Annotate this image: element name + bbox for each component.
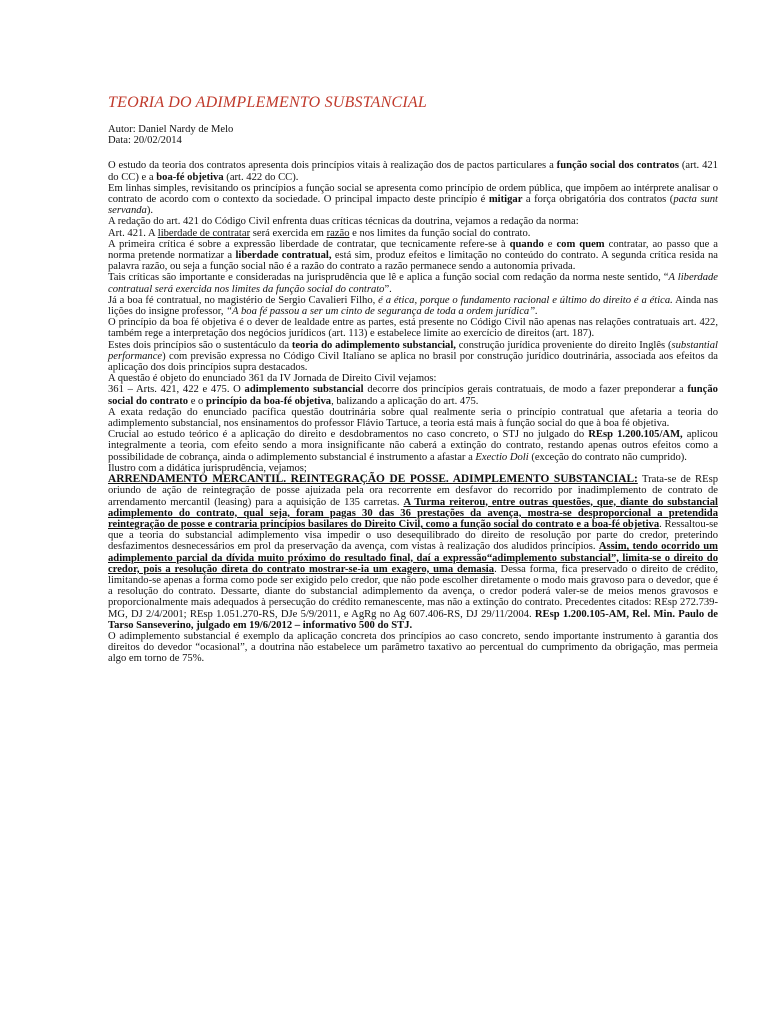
- date-line: Data: 20/02/2014: [108, 135, 182, 147]
- paragraph-10: A questão é objeto do enunciado 361 da IV Jornada de Direito Civil vejamos:: [108, 373, 437, 385]
- paragraph-5: A primeira crítica é sobre a expressão liberdade de contratar, que tecnicamente refere-se à quando e com quem contratar, ao passo que a norma pretende normatizar a liberdade contratual, está sim, produz efeitos e limitação no conteúdo do contrato. A segunda crítica resida na palavra razão, ou seja a função social não é a razão do contrato a razão permanece sendo a autonomia privada.: [108, 238, 718, 273]
- paragraph-1: O estudo da teoria dos contratos apresenta dois princípios vitais à realização dos de pactos particulares a função social dos contratos (art. 421 do CC) e a boa-fé objetiva (art. 422 do CC).: [108, 160, 718, 183]
- paragraph-12: A exata redação do enunciado pacífica questão doutrinária sobre qual realmente seria o princípio contratual que afetaria a teoria do adimplemento substancial, nos ensinamentos do professor Flávio Tartuce, a teoria está mais à função social do que à boa fé objetiva.: [108, 406, 718, 430]
- jurisprudence-quote: ARRENDAMENTO MERCANTIL. REINTEGRAÇÃO DE POSSE. ADIMPLEMENTO SUBSTANCIAL: Trata-se de REsp oriundo de ação de reintegração de posse ajuizada pela ora recorrente em desfavor do recorrido por inadimplemento de contrato de arrendamento mercantil (leasing) para a aquisição de 135 carretas. A Turma reiterou, entre outras questões, que, diante do substancial adimplemento do contrato, qual seja, foram pagas 30 das 36 prestações da avença, mostra-se desproporcional a pretendida reintegração de posse e contraria princípios basilares do Direito Civil, como a função social do contrato e a boa-fé objetiva. Ressaltou-se que a teoria do substancial adimplemento visa impedir o uso desequilibrado do direito de resolução por parte do credor, preterindo desfazimentos desnecessários em prol da preservação da avença, com vistas à realização dos aludidos princípios. Assim, tendo ocorrido um adimplemento parcial da dívida muito próximo do resultado final, daí a expressão“adimplemento substancial”, limita-se o direito do credor, pois a resolução direta do contrato mostrar-se-ia um exagero, uma demasia. Dessa forma, fica preservado o direito de crédito, limitando-se apenas a forma como pode ser exigido pelo credor, que não pode escolher diretamente o modo mais gravoso para o devedor, que é a resolução do contrato. Dessarte, diante do substancial adimplemento da avença, o credor poderá valer-se de meios menos gravosos e proporcionalmente mais adequados à persecução do crédito remanescente, mas não a extinção do contrato. Precedentes citados: REsp 272.739-MG, DJ 2/4/2001; REsp 1.051.270-RS, DJe 5/9/2011, e AgRg no Ag 607.406-RS, DJ 29/11/2004. REsp 1.200.105-AM, Rel. Min. Paulo de Tarso Sanseverino, julgado em 19/6/2012 – informativo 500 do STJ.: [108, 473, 719, 631]
- document-page: [108, 94, 718, 665]
- paragraph-4: Art. 421. A liberdade de contratar será exercida em razão e nos limites da função social do contrato.: [108, 227, 531, 239]
- paragraph-11: 361 – Arts. 421, 422 e 475. O adimplemento substancial decorre dos princípios gerais contratuais, de modo a fazer preponderar a função social do contrato e o princípio da boa-fé objetiva, balizando a aplicação do art. 475.: [108, 384, 718, 407]
- paragraph-8: O princípio da boa fé objetiva é o dever de lealdade entre as partes, está presente no Código Civil não apenas nas relações contratuais art. 422, também rege a interpretação dos negócios jurídicos (art. 113) e estabelece limite ao exercício de direitos (art. 187).: [108, 317, 718, 340]
- jurisprudence-heading: ARRENDAMENTO MERCANTIL. REINTEGRAÇÃO DE POSSE. ADIMPLEMENTO SUBSTANCIAL:: [108, 473, 638, 486]
- paragraph-9: Estes dois princípios são o sustentáculo da teoria do adimplemento substancial, construção jurídica proveniente do direito Inglês (substantial performance) com previsão expressa no Código Civil Italiano se aplica no brasil por construção jurídico doutrinária, associada aos efeitos da aplicação dos dois princípios supra destacados.: [108, 339, 718, 374]
- document-title: TEORIA DO ADIMPLEMENTO SUBSTANCIAL: [108, 94, 427, 111]
- paragraph-3: A redação do art. 421 do Código Civil enfrenta duas críticas técnicas da doutrina, vejamos a redação da norma:: [108, 216, 579, 228]
- document-meta: [108, 124, 718, 146]
- paragraph-14: Ilustro com a didática jurisprudência, vejamos;: [108, 462, 307, 474]
- paragraph-6: Tais críticas são importante e consideradas na jurisprudência que lê e aplica a função social com redação da norma neste sentido, “A liberdade contratual será exercida nos limites da função social do contrato”.: [108, 272, 718, 295]
- paragraph-16: O adimplemento substancial é exemplo da aplicação concreta dos princípios ao caso concreto, sendo importante instrumento à garantia dos direitos do devedor “ocasional”, a doutrina não estabelece um parâmetro taxativo ao percentual do cumprimento da obrigação, mas permeia algo em torno de 75%.: [108, 630, 718, 665]
- author-line: Autor: Daniel Nardy de Melo: [108, 124, 234, 135]
- paragraph-13: Crucial ao estudo teórico é a aplicação do direito e desdobramentos no caso concreto, o STJ no julgado do REsp 1.200.105/AM, aplicou integralmente a teoria, com efeito sendo a mora insignificante não caberá a extinção do contrato, restando apenas outros efeitos como a possibilidade de cobrança, ainda o adimplemento substancial é instrumento a afastar a Exectio Doli (exceção do contrato não cumprido).: [108, 429, 718, 463]
- paragraph-7: Já a boa fé contratual, no magistério de Sergio Cavalieri Filho, é a ética, porque o fundamento racional e último do direito é a ética. Ainda nas lições do insigne professor, “A boa fé passou a ser um cinto de segurança de toda a ordem jurídica”.: [108, 294, 718, 318]
- paragraph-2: Em linhas simples, revisitando os princípios a função social se apresenta como princípio de ordem pública, que impõem ao intérprete analisar o contrato de acordo com o contexto da sociedade. O principal impacto deste princípio é mitigar a força obrigatória dos contratos (pacta sunt servanda).: [108, 182, 718, 217]
